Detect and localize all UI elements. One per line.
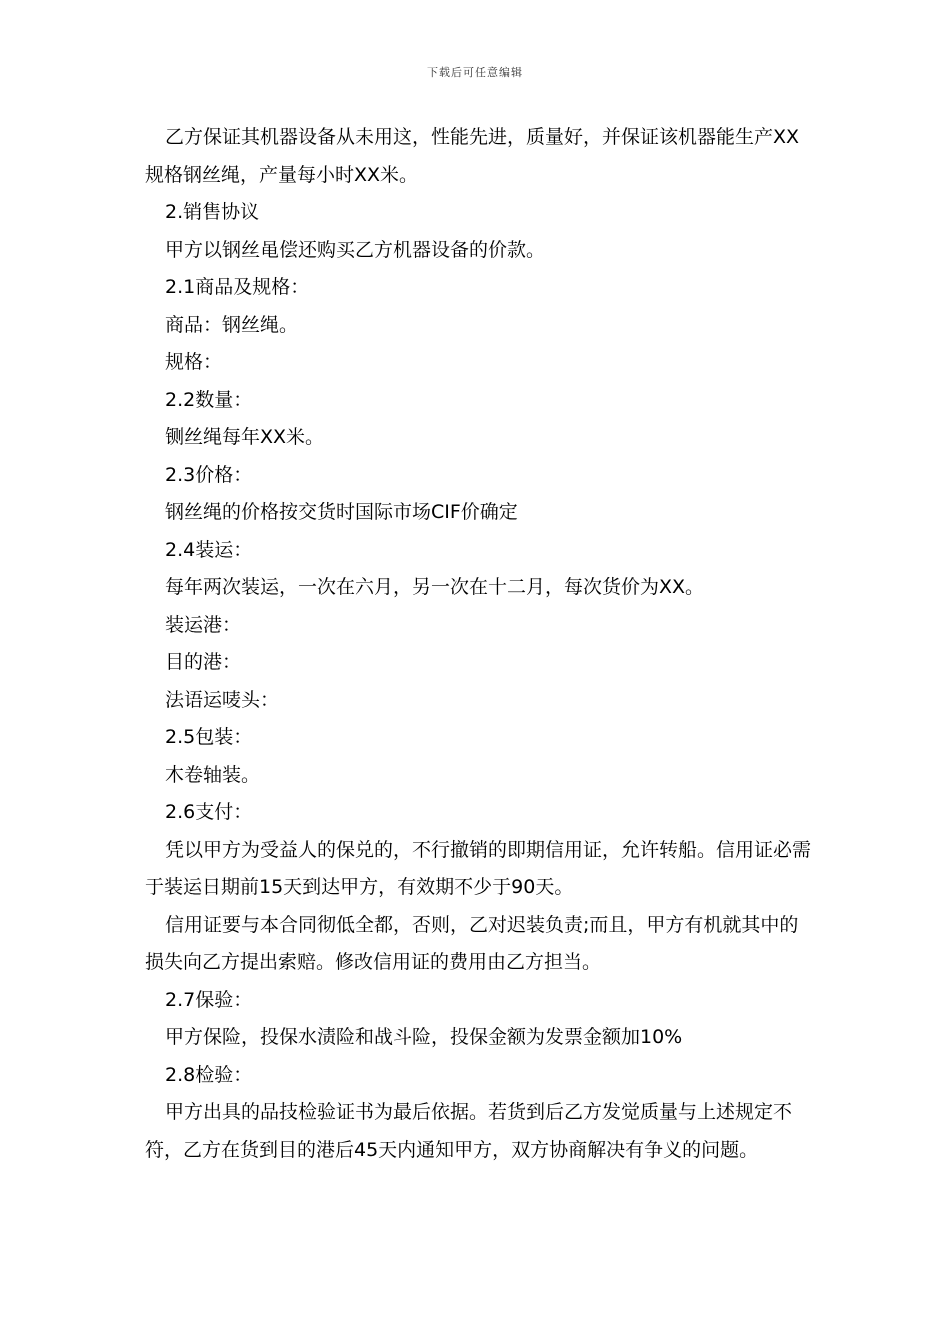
paragraph-loading-port: 装运港：	[165, 613, 242, 636]
paragraph-guarantee: 乙方保证其机器设备从未用这，性能先进，质量好，并保证该机器能生产XX规格钢丝绳，产量每小时XX米。	[145, 126, 800, 186]
paragraph-price: 钢丝绳的价格按交货时国际市场CIF价确定	[165, 501, 518, 523]
subsection-heading-shipment: 2.4装运：	[165, 538, 253, 561]
paragraph-payment-method: 甲方以钢丝黾偿还购买乙方机器设备的价款。	[165, 238, 546, 261]
paragraph-spec: 规格：	[165, 351, 223, 373]
paragraph-letter-of-credit: 凭以甲方为受益人的保兑的，不行撤销的即期信用证，允许转船。信用证必需于装运日期前15天到达甲方，有效期不少于90天。	[145, 838, 812, 898]
page-header: 下载后可任意编辑	[427, 66, 523, 79]
subsection-heading-insurance: 2.7保验：	[165, 988, 253, 1011]
section-heading-sales-agreement: 2.销售协议	[165, 201, 260, 223]
paragraph-inspection: 甲方出具的品技检验证书为最后依据。若货到后乙方发觉质量与上述规定不符，乙方在货到目的港后45天内通知甲方，双方协商解决有争义的问题。	[145, 1101, 793, 1161]
subsection-heading-quantity: 2.2数量：	[165, 388, 253, 411]
paragraph-shipping-mark: 法语运唛头：	[165, 688, 280, 711]
paragraph-insurance: 甲方保险，投保水渍险和战斗险，投保金额为发票金额加10%	[165, 1026, 683, 1048]
subsection-heading-payment: 2.6支付：	[165, 801, 253, 823]
subsection-heading-inspection: 2.8检验：	[165, 1063, 253, 1086]
paragraph-goods: 商品：钢丝绳。	[165, 313, 299, 336]
document-body	[145, 119, 815, 1169]
paragraph-shipment: 每年两次装运，一次在六月，另一次在十二月，每次货价为XX。	[165, 576, 705, 598]
subsection-heading-goods-spec: 2.1商品及规格：	[165, 276, 310, 298]
paragraph-packing: 木卷轴装。	[165, 763, 261, 786]
paragraph-destination-port: 目的港：	[165, 651, 242, 673]
paragraph-quantity: 铡丝绳每年XX米。	[165, 426, 325, 448]
subsection-heading-price: 2.3价格：	[165, 463, 253, 486]
paragraph-lc-amendment: 信用证要与本合同彻低全都，否则，乙对迟装负责;而且，甲方有机就其中的损失向乙方提出索赔。修改信用证的费用由乙方担当。	[145, 913, 799, 973]
subsection-heading-packing: 2.5包装：	[165, 726, 253, 748]
